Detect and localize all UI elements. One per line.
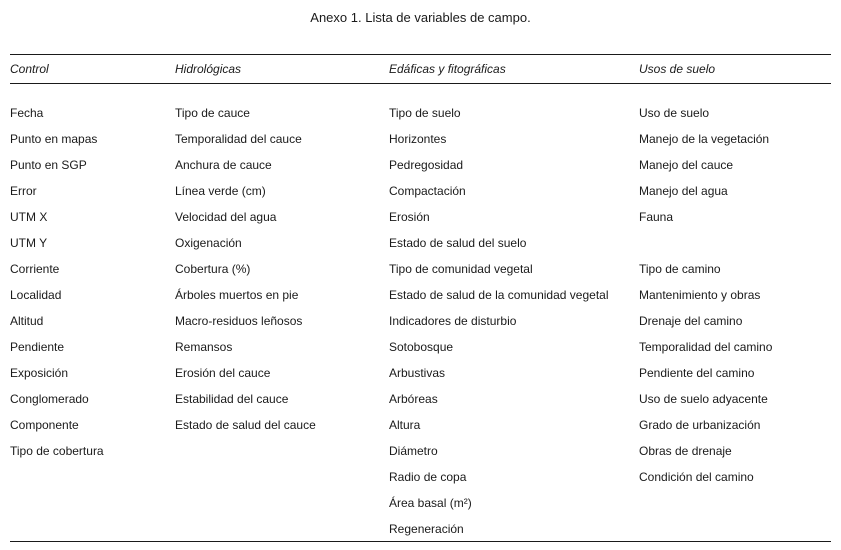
table-cell: Obras de drenaje [639,444,732,458]
table-cell: Sotobosque [389,340,454,354]
table-cell: Estabilidad del cauce [175,392,289,406]
table-cell: Estado de salud del suelo [389,236,527,250]
table-cell: Drenaje del camino [639,314,743,328]
table-cell: Componente [10,418,79,432]
table-cell: Estado de salud del cauce [175,418,316,432]
table-cell: Anchura de cauce [175,158,272,172]
table-cell: Tipo de camino [639,262,721,276]
table-cell: Estado de salud de la comunidad vegetal [389,288,609,302]
table-cell: Indicadores de disturbio [389,314,517,328]
table-caption: Anexo 1. Lista de variables de campo. [310,10,531,25]
table-cell: Manejo de la vegetación [639,132,770,146]
table-cell: Exposición [10,366,69,380]
table-cell: Arbustivas [389,366,446,380]
table-cell: Punto en SGP [10,158,87,172]
table-cell: Remansos [175,340,233,354]
table-cell: Horizontes [389,132,447,146]
table-cell: UTM X [10,210,48,224]
table-cell: Altura [389,418,421,432]
table-cell: Localidad [10,288,62,302]
table-cell: Corriente [10,262,60,276]
table-cell: Uso de suelo adyacente [639,392,768,406]
table-cell: Manejo del cauce [639,158,734,172]
table-cell: Punto en mapas [10,132,98,146]
table-cell: Área basal (m²) [389,496,472,510]
table-cell: Mantenimiento y obras [639,288,761,302]
table-cell: Fauna [639,210,674,224]
table-cell: Velocidad del agua [175,210,277,224]
table-cell: Erosión del cauce [175,366,271,380]
table-cell: Temporalidad del cauce [175,132,302,146]
table-cell: Pendiente del camino [639,366,755,380]
table-cell: Tipo de cobertura [10,444,104,458]
table-cell: UTM Y [10,236,48,250]
header-edaficas: Edáficas y fitográficas [389,62,506,76]
table-cell: Línea verde (cm) [175,184,266,198]
table-cell: Error [10,184,37,198]
table-cell: Árboles muertos en pie [175,288,299,302]
table-cell: Tipo de cauce [175,106,250,120]
table-cell: Condición del camino [639,470,754,484]
table-cell: Fecha [10,106,44,120]
bottom-rule [10,541,831,542]
table-cell: Radio de copa [389,470,467,484]
table-cell: Erosión [389,210,430,224]
table-cell: Temporalidad del camino [639,340,773,354]
table-cell: Pedregosidad [389,158,464,172]
header-rule [10,83,831,84]
table-cell: Uso de suelo [639,106,710,120]
table-cell: Tipo de comunidad vegetal [389,262,533,276]
table-cell: Grado de urbanización [639,418,761,432]
table-cell: Pendiente [10,340,65,354]
table-cell: Oxigenación [175,236,242,250]
top-rule [10,54,831,55]
table-cell: Cobertura (%) [175,262,251,276]
table-cell: Diámetro [389,444,438,458]
table-cell: Compactación [389,184,466,198]
table-cell: Altitud [10,314,44,328]
table-cell: Tipo de suelo [389,106,461,120]
table-cell: Macro-residuos leñosos [175,314,303,328]
header-hidrologicas: Hidrológicas [175,62,242,76]
header-control: Control [10,62,49,76]
table-cell: Regeneración [389,522,464,536]
table-cell: Conglomerado [10,392,89,406]
header-usos: Usos de suelo [639,62,716,76]
table-cell: Arbóreas [389,392,438,406]
table-cell: Manejo del agua [639,184,728,198]
